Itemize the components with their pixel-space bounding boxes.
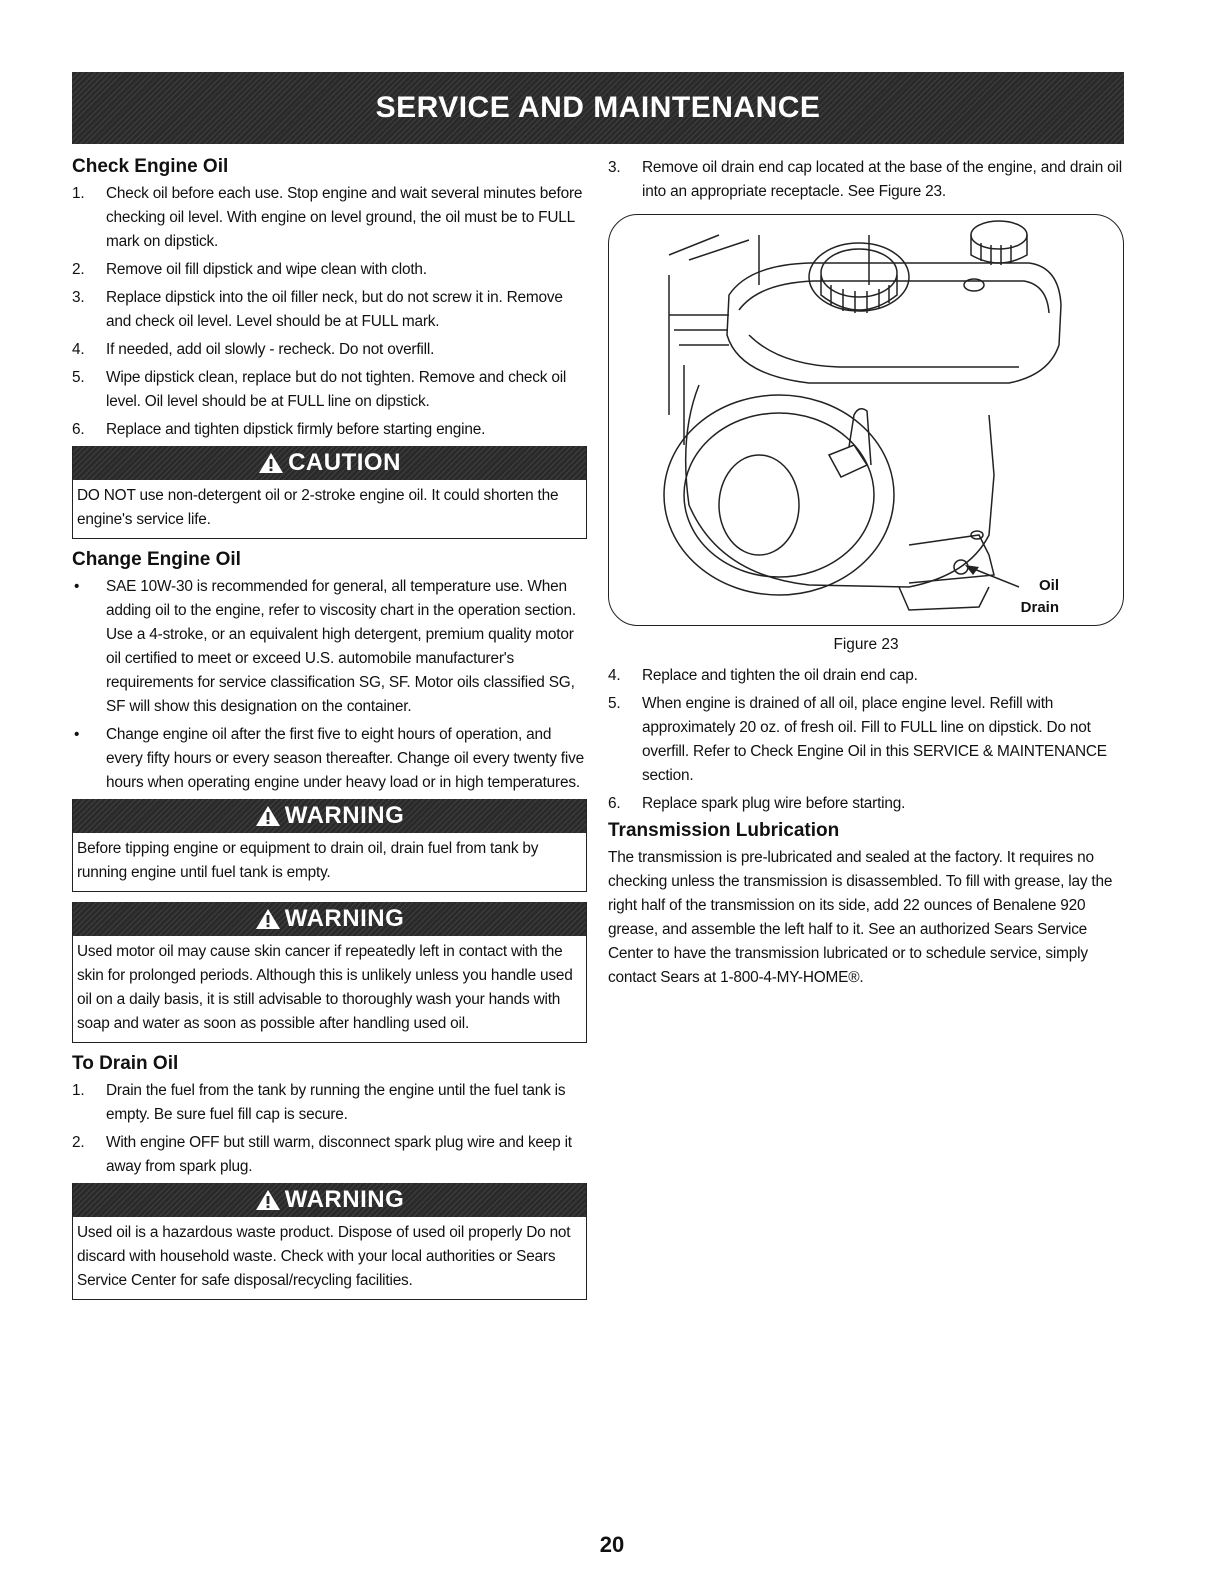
- list-item: 6. Replace and tighten dipstick firmly before starting engine.: [72, 421, 486, 438]
- list-item: 5. When engine is drained of all oil, place engine level. Refill with approximately 20 oz. of fresh oil. Fill to FULL line on dipstick. Do not overfill. Refer to Check Engine Oil in this SERVICE & MAINTENANCE section.: [608, 695, 1107, 784]
- list-item: 1. Check oil before each use. Stop engine and wait several minutes before checking oil level. With engine on level ground, the oil must be to FULL mark on dipstick.: [72, 185, 583, 250]
- warning-text: Before tipping engine or equipment to drain oil, drain fuel from tank by running engine until fuel tank is empty.: [77, 840, 539, 881]
- change-oil-bullets: [72, 575, 587, 795]
- oil-drain-label: Oil Drain: [1020, 577, 1059, 616]
- warning-triangle-icon: [255, 1189, 281, 1211]
- list-item: 6. Replace spark plug wire before starting.: [608, 795, 906, 812]
- warning-text: Used oil is a hazardous waste product. Dispose of used oil properly Do not discard with household waste. Check with your local authorities or Sears Service Center for safe disposal/recycling facilities.: [77, 1224, 571, 1289]
- transmission-heading: Transmission Lubrication: [608, 820, 840, 841]
- warning-title: WARNING: [284, 802, 405, 829]
- caution-box: [72, 446, 587, 539]
- list-item: 1. Drain the fuel from the tank by running the engine until the fuel tank is empty. Be sure fuel fill cap is secure.: [72, 1082, 566, 1123]
- drain-oil-heading: To Drain Oil: [72, 1053, 179, 1074]
- right-column: [608, 156, 1124, 990]
- caution-text: DO NOT use non-detergent oil or 2-stroke engine oil. It could shorten the engine's service life.: [77, 487, 559, 528]
- warning-header: [73, 799, 586, 833]
- warning-box: [72, 902, 587, 1043]
- warning-header: [73, 902, 586, 936]
- drain-oil-steps: [72, 1079, 587, 1179]
- check-oil-steps: [72, 182, 587, 442]
- caution-title: CAUTION: [288, 449, 401, 476]
- list-item: 3. Replace dipstick into the oil filler neck, but do not screw it in. Remove and check oil level. Level should be at FULL mark.: [72, 289, 563, 330]
- list-item: 2. Remove oil fill dipstick and wipe clean with cloth.: [72, 261, 427, 278]
- figure-caption: Figure 23: [833, 636, 899, 653]
- check-oil-heading: Check Engine Oil: [72, 156, 229, 177]
- warning-title: WARNING: [284, 1186, 405, 1213]
- change-oil-heading: Change Engine Oil: [72, 549, 241, 570]
- drain-oil-steps-continued: [608, 156, 1124, 204]
- page-number: 20: [599, 1532, 625, 1557]
- list-item: 4. If needed, add oil slowly - recheck. Do not overfill.: [72, 341, 435, 358]
- warning-text: Used motor oil may cause skin cancer if repeatedly left in contact with the skin for prolonged periods. Although this is unlikely unless you handle used oil on a daily basis, it is still advisable to thoroughly wash your hands with soap and water as soon as possible after handling used oil.: [77, 943, 573, 1032]
- transmission-text: The transmission is pre-lubricated and sealed at the factory. It requires no checking unless the transmission is disassembled. To fill with grease, lay the right half of the transmission on its side, add 22 ounces of Benalene 920 grease, and assemble the left half to it. See an authorized Sears Service Center to have the transmission lubricated or to schedule service, simply contact Sears at 1-800-4-MY-HOME®.: [608, 849, 1113, 986]
- page-title: SERVICE AND MAINTENANCE: [375, 91, 821, 124]
- warning-triangle-icon: [255, 805, 281, 827]
- list-item: 2. With engine OFF but still warm, disconnect spark plug wire and keep it away from spark plug.: [72, 1134, 572, 1175]
- list-item: • Change engine oil after the first five to eight hours of operation, and every fifty hours or every season thereafter. Change oil every twenty five hours when operating engine under heavy load or in high temperatures.: [74, 726, 584, 791]
- drain-oil-steps-final: [608, 664, 1124, 816]
- warning-triangle-icon: [258, 452, 284, 474]
- engine-figure: [608, 214, 1124, 626]
- warning-box: [72, 799, 587, 892]
- list-item: 3. Remove oil drain end cap located at the base of the engine, and drain oil into an appropriate receptacle. See Figure 23.: [608, 159, 1122, 200]
- warning-box: [72, 1183, 587, 1300]
- warning-header: [73, 1183, 586, 1217]
- list-item: • SAE 10W-30 is recommended for general, all temperature use. When adding oil to the engine, refer to viscosity chart in the operation section. Use a 4-stroke, or an equivalent high detergent, premium quality motor oil certified to meet or exceed U.S. automobile manufacturer's requirements for service classification SG, SF. Motor oils classified SG, SF will show this designation on the container.: [74, 578, 576, 715]
- warning-triangle-icon: [255, 908, 281, 930]
- caution-header: [73, 446, 586, 480]
- list-item: 5. Wipe dipstick clean, replace but do not tighten. Remove and check oil level. Oil level should be at FULL line on dipstick.: [72, 369, 567, 410]
- section-banner: [72, 72, 1124, 144]
- list-item: 4. Replace and tighten the oil drain end cap.: [608, 667, 918, 684]
- warning-title: WARNING: [284, 905, 405, 932]
- engine-drawing: [609, 215, 1123, 625]
- left-column: [72, 156, 587, 1310]
